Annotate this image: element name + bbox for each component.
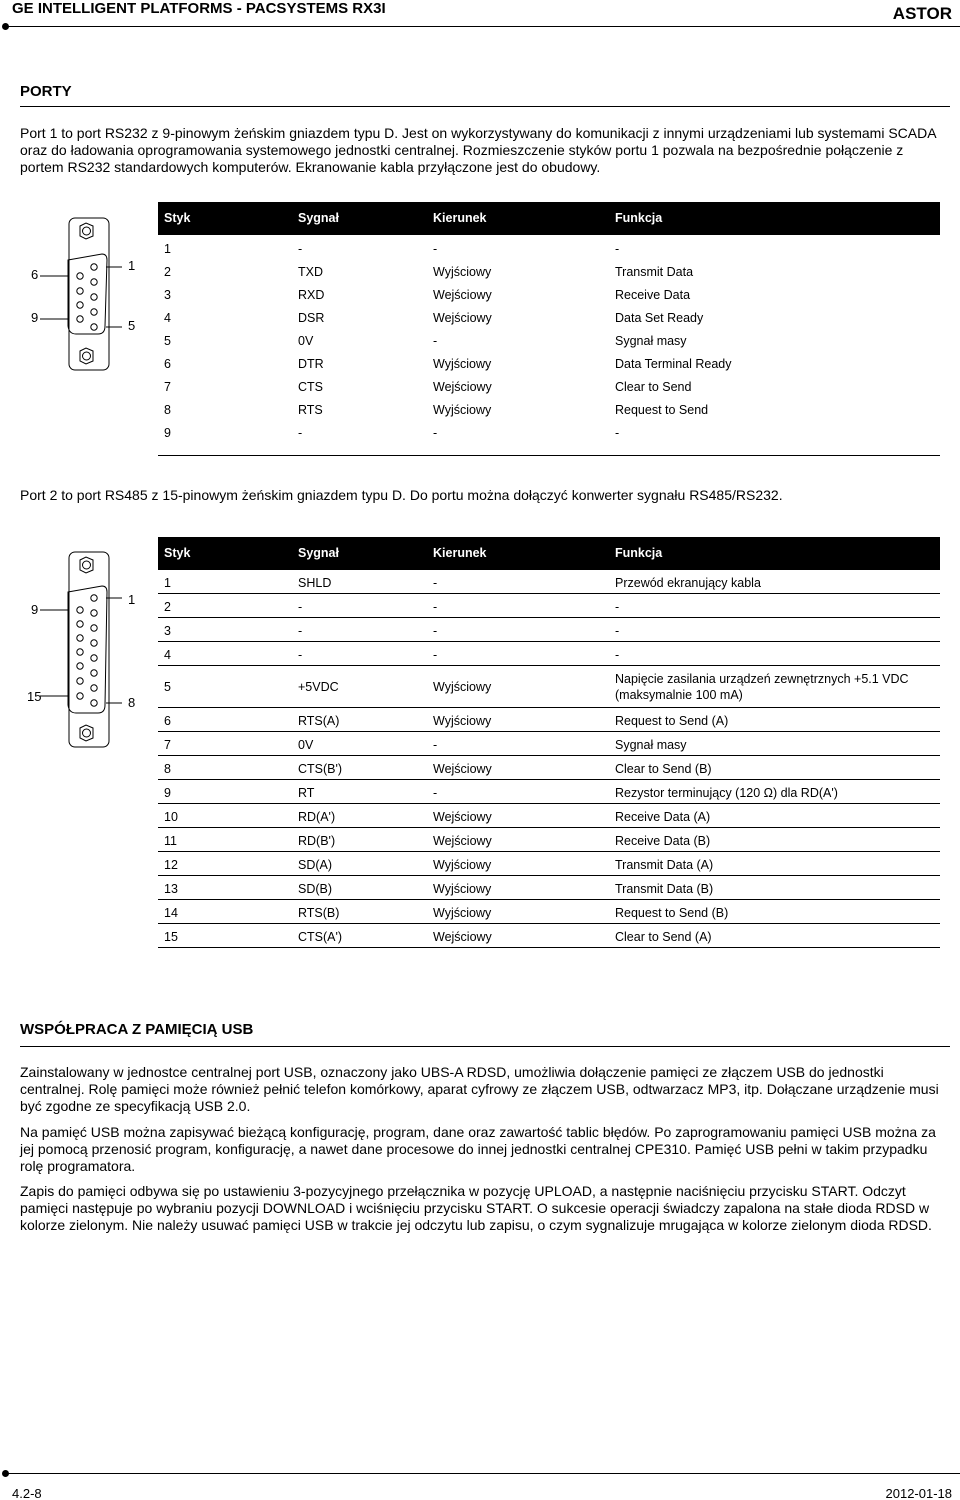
cell-direction: Wejściowy: [433, 834, 492, 848]
cell-signal: 0V: [298, 334, 314, 348]
cell-pin: 4: [164, 648, 171, 662]
cell-pin: 8: [164, 403, 171, 417]
cell-signal: SHLD: [298, 576, 332, 590]
table-row: [158, 426, 940, 456]
table-row: [158, 642, 940, 666]
cell-signal: RD(A'): [298, 810, 336, 824]
cell-function: Sygnał masy: [615, 334, 687, 348]
cell-function: Receive Data: [615, 288, 691, 302]
usb-paragraph-2: Na pamięć USB można zapisywać bieżącą konfigurację, program, dane oraz zawartość tablic błędów. Po zaprogramowaniu pamięci USB można za jej pomocą przenosić program, konfigurację, a nawet dane procesowe do innej jednostki centralnej CPE310. Pamięć USB pełni w takim przypadku rolę programatora.: [20, 1124, 936, 1174]
cell-signal: -: [298, 426, 303, 440]
cell-function: Request to Send: [615, 403, 709, 417]
cell-pin: 3: [164, 288, 171, 302]
cell-signal: -: [298, 242, 303, 256]
cell-direction: -: [433, 648, 438, 662]
cell-function: Rezystor terminujący (120 Ω) dla RD(A'): [615, 786, 838, 800]
cell-function: -: [615, 426, 620, 440]
table-row: [158, 804, 940, 828]
cell-signal: RXD: [298, 288, 325, 302]
cell-function: Data Terminal Ready: [615, 357, 732, 371]
cell-signal: RD(B'): [298, 834, 336, 848]
cell-signal: CTS: [298, 380, 323, 394]
cell-pin: 9: [164, 786, 171, 800]
cell-direction: -: [433, 576, 438, 590]
cell-function: Przewód ekranujący kabla: [615, 576, 761, 590]
header-funkcja: Funkcja: [615, 546, 663, 560]
header-styk: Styk: [164, 211, 191, 225]
cell-pin: 15: [164, 930, 178, 944]
cell-function: -: [615, 600, 620, 614]
table-row: [158, 780, 940, 804]
cell-direction: Wyjściowy: [433, 680, 492, 694]
cell-pin: 1: [164, 242, 171, 256]
cell-function-note: (maksymalnie 100 mA): [615, 688, 743, 702]
port1-description: Port 1 to port RS232 z 9-pinowym żeńskim gniazdem typu D. Jest on wykorzystywany do komunikacji z innymi urządzeniami lub systemami SCADA oraz do ładowania oprogramowania systemowego jednostki centralnej. Rozmieszczenie styków portu 1 pozwala na bezpośrednie połączenie z portem RS232 standardowych komputerów. Ekranowanie kabla przyłączone jest do obudowy.: [20, 125, 936, 175]
section-rule: [20, 1046, 950, 1047]
cell-signal: DTR: [298, 357, 324, 371]
header-bullet-icon: [2, 23, 9, 30]
cell-direction: Wejściowy: [433, 311, 492, 325]
header-styk: Styk: [164, 546, 191, 560]
header-kierunek: Kierunek: [433, 546, 487, 560]
cell-pin: 2: [164, 265, 171, 279]
cell-signal: TXD: [298, 265, 323, 279]
cell-direction: Wyjściowy: [433, 403, 492, 417]
port1-label-pin6: 6: [31, 267, 39, 282]
cell-function: Clear to Send: [615, 380, 692, 394]
cell-pin: 5: [164, 334, 171, 348]
cell-function: Clear to Send (B): [615, 762, 712, 776]
port2-label-pin8: 8: [128, 695, 136, 710]
port1-table-header: [158, 202, 940, 235]
cell-function: Clear to Send (A): [615, 930, 712, 944]
cell-direction: Wejściowy: [433, 762, 492, 776]
cell-direction: Wyjściowy: [433, 858, 492, 872]
section-rule: [20, 106, 950, 107]
table-row: [158, 828, 940, 852]
table-row: [158, 900, 940, 924]
table-row: [158, 570, 940, 594]
port2-label-pin9: 9: [31, 602, 39, 617]
header-sygnal: Sygnał: [298, 546, 339, 560]
port2-label-pin1: 1: [128, 592, 136, 607]
cell-function: Transmit Data: [615, 265, 694, 279]
document-header-title: GE INTELLIGENT PLATFORMS - PACSYSTEMS RX3I: [12, 0, 386, 17]
port2-description: Port 2 to port RS485 z 15-pinowym żeńskim gniazdem typu D. Do portu można dołączyć konwerter sygnału RS485/RS232.: [20, 487, 783, 503]
port1-pin-table: [158, 202, 940, 457]
cell-signal: -: [298, 624, 303, 638]
cell-function: Transmit Data (B): [615, 882, 714, 896]
cell-pin: 5: [164, 680, 171, 694]
cell-direction: -: [433, 600, 438, 614]
header-rule: [4, 26, 960, 27]
cell-function: -: [615, 648, 620, 662]
brand-name: ASTOR: [892, 4, 952, 23]
table-row: [158, 618, 940, 642]
header-funkcja: Funkcja: [615, 211, 663, 225]
cell-signal: RTS(A): [298, 714, 340, 728]
cell-signal: -: [298, 600, 303, 614]
cell-pin: 10: [164, 810, 178, 824]
port2-label-pin15: 15: [27, 689, 42, 704]
cell-direction: Wyjściowy: [433, 714, 492, 728]
cell-function: Transmit Data (A): [615, 858, 714, 872]
cell-pin: 6: [164, 714, 171, 728]
cell-direction: Wejściowy: [433, 810, 492, 824]
table-row: [158, 876, 940, 900]
cell-pin: 3: [164, 624, 171, 638]
document-date: 2012-01-18: [885, 1486, 952, 1500]
section-title-usb: WSPÓŁPRACA Z PAMIĘCIĄ USB: [20, 1021, 254, 1038]
cell-function: Sygnał masy: [615, 738, 687, 752]
cell-signal: RTS: [298, 403, 323, 417]
cell-direction: -: [433, 242, 438, 256]
cell-pin: 6: [164, 357, 171, 371]
table-row: [158, 924, 940, 948]
cell-signal: +5VDC: [298, 680, 339, 694]
cell-direction: Wejściowy: [433, 288, 492, 302]
cell-pin: 7: [164, 738, 171, 752]
port1-label-pin1: 1: [128, 258, 136, 273]
cell-direction: Wyjściowy: [433, 906, 492, 920]
footer-bullet-icon: [2, 1470, 9, 1477]
usb-paragraph-1: Zainstalowany w jednostce centralnej port USB, oznaczony jako UBS-A RDSD, umożliwia dołączenie pamięci ze złączem USB do jednostki centralnej. Rolę pamięci może również pełnić telefon komórkowy, aparat cyfrowy ze złączem USB, odtwarzacz MP3, itp. Dołączane urządzenie musi być zgodne ze specyfikacją USB 2.0.: [20, 1064, 939, 1114]
cell-direction: -: [433, 334, 438, 348]
cell-direction: Wyjściowy: [433, 357, 492, 371]
cell-signal: SD(B): [298, 882, 333, 896]
cell-signal: CTS(B'): [298, 762, 343, 776]
cell-direction: -: [433, 624, 438, 638]
cell-pin: 12: [164, 858, 178, 872]
cell-direction: Wejściowy: [433, 930, 492, 944]
cell-signal: DSR: [298, 311, 325, 325]
port1-label-pin9: 9: [31, 310, 39, 325]
cell-function: -: [615, 624, 620, 638]
cell-pin: 7: [164, 380, 171, 394]
cell-pin: 11: [164, 834, 177, 848]
table-row: [158, 852, 940, 876]
cell-signal: 0V: [298, 738, 314, 752]
cell-pin: 2: [164, 600, 171, 614]
cell-pin: 8: [164, 762, 171, 776]
table-row: [158, 708, 940, 732]
port2-table-header: [158, 537, 940, 570]
port1-label-pin5: 5: [128, 318, 136, 333]
cell-function: Data Set Ready: [615, 311, 704, 325]
cell-signal: RT: [298, 786, 315, 800]
table-row: [158, 666, 940, 708]
cell-function: Receive Data (B): [615, 834, 711, 848]
cell-pin: 14: [164, 906, 178, 920]
cell-function: Request to Send (B): [615, 906, 729, 920]
table-row: [158, 756, 940, 780]
cell-direction: Wyjściowy: [433, 265, 492, 279]
cell-direction: Wejściowy: [433, 380, 492, 394]
cell-pin: 9: [164, 426, 171, 440]
cell-function: Receive Data (A): [615, 810, 711, 824]
table-row: [158, 594, 940, 618]
header-sygnal: Sygnał: [298, 211, 339, 225]
usb-paragraph-3: Zapis do pamięci odbywa się po ustawieniu 3-pozycyjnego przełącznika w pozycję UPLOAD, a następnie naciśnięciu przycisku START. Odczyt pamięci następuje po wybraniu pozycji DOWNLOAD i wciśnięciu przycisku START. O sukcesie operacji świadczy zapalona na stałe dioda RDSD w kolorze zielonym. Nie należy usuwać pamięci USB w trakcie jej odczytu lub zapisu, o czym sygnalizuje mrugająca w kolorze zielonym dioda RDSD.: [20, 1183, 932, 1233]
cell-pin: 1: [164, 576, 171, 590]
cell-pin: 4: [164, 311, 171, 325]
section-title-porty: PORTY: [20, 83, 72, 100]
cell-signal: SD(A): [298, 858, 333, 872]
table-row: [158, 732, 940, 756]
cell-function: Napięcie zasilania urządzeń zewnętrznych +5.1 VDC: [615, 672, 909, 686]
page-number: 4.2-8: [12, 1486, 42, 1500]
cell-direction: -: [433, 786, 438, 800]
db15-connector-icon: [40, 550, 140, 750]
cell-direction: -: [433, 426, 438, 440]
footer-rule: [4, 1473, 960, 1474]
cell-function: -: [615, 242, 620, 256]
db9-connector-icon: [40, 216, 140, 376]
cell-function: Request to Send (A): [615, 714, 729, 728]
header-kierunek: Kierunek: [433, 211, 487, 225]
port2-pin-table: [158, 537, 940, 947]
cell-signal: CTS(A'): [298, 930, 343, 944]
cell-direction: Wyjściowy: [433, 882, 492, 896]
cell-pin: 13: [164, 882, 178, 896]
cell-signal: -: [298, 648, 303, 662]
cell-direction: -: [433, 738, 438, 752]
cell-signal: RTS(B): [298, 906, 340, 920]
